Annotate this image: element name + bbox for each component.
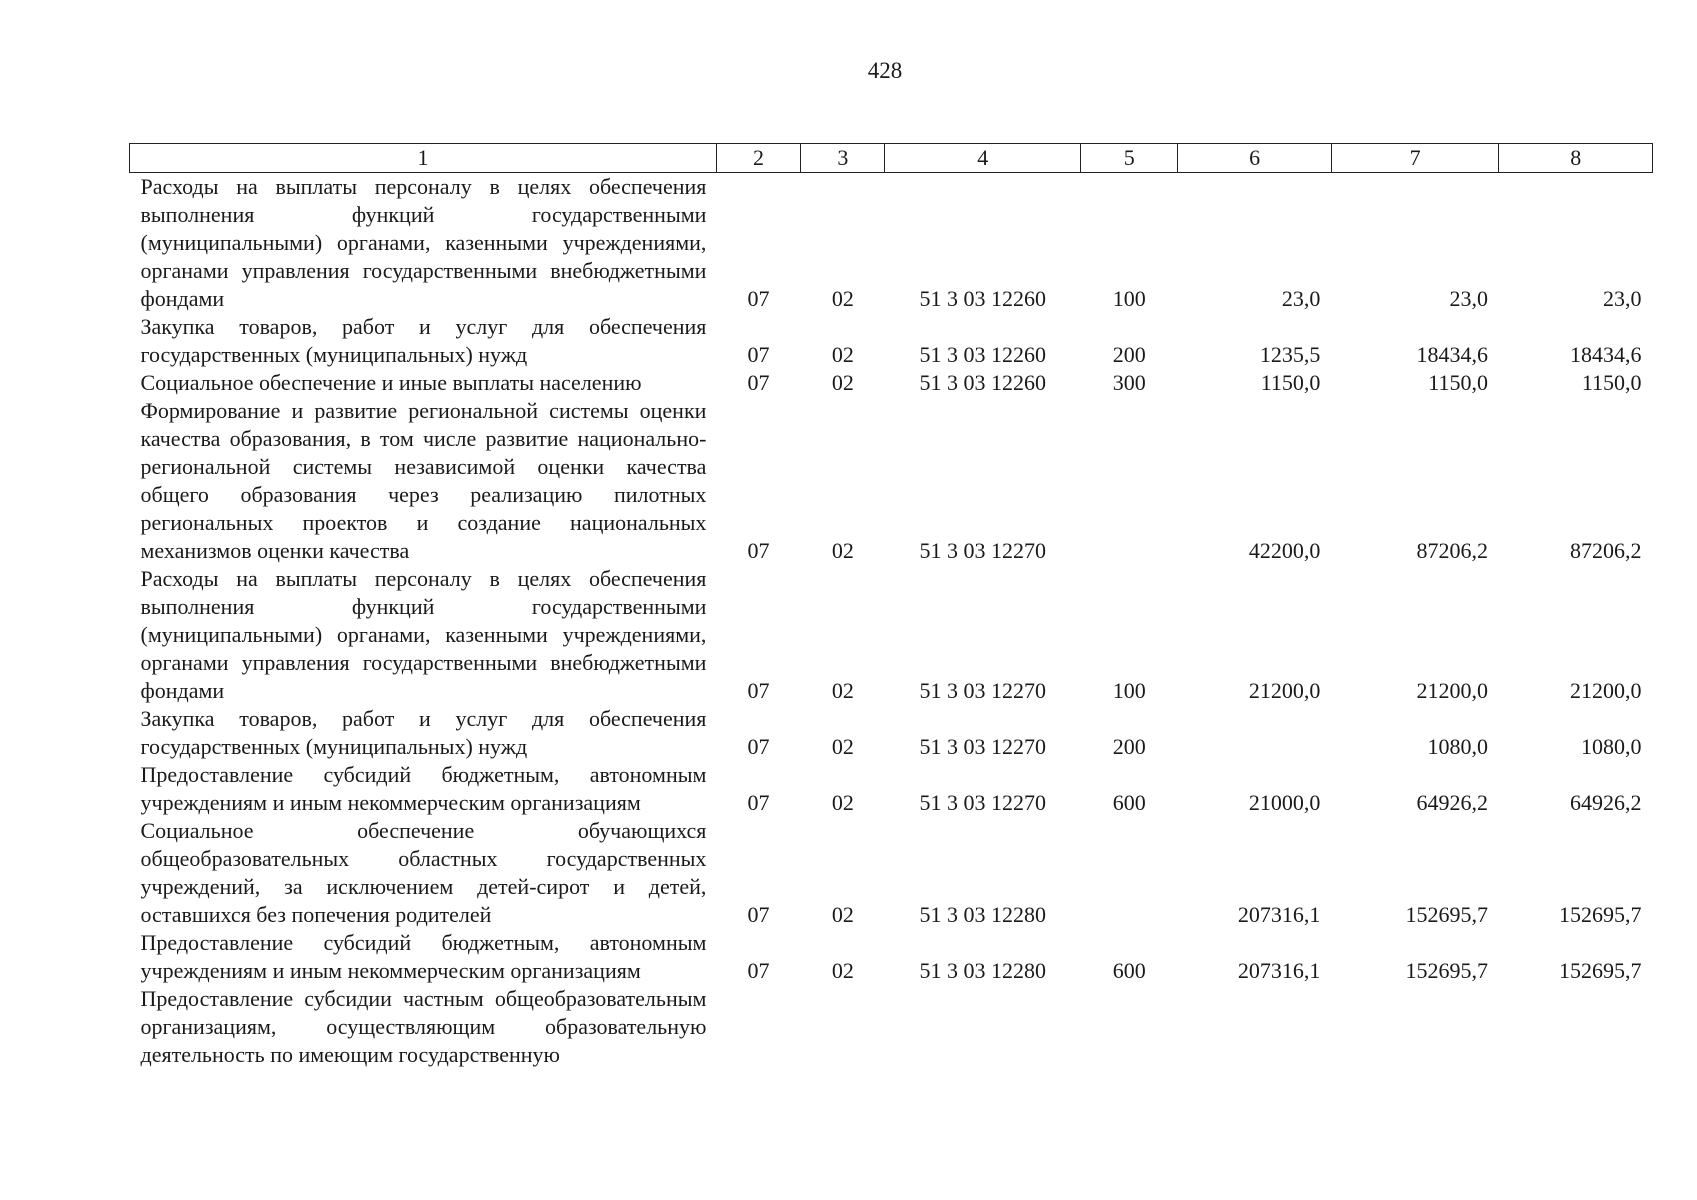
section-code: 07 bbox=[747, 790, 770, 815]
subsection-code bbox=[801, 985, 885, 1069]
table-row bbox=[130, 565, 1653, 705]
amount-col-6: 42200,0 bbox=[1248, 538, 1321, 563]
amount-col-8: 21200,0 bbox=[1570, 678, 1642, 703]
target-article-code: 51 3 03 12270 bbox=[919, 678, 1047, 703]
subsection-code: 02 bbox=[831, 342, 854, 367]
amount-col-6: 23,0 bbox=[1281, 286, 1321, 311]
column-header: 5 bbox=[1081, 144, 1178, 173]
subsection-code: 02 bbox=[831, 902, 854, 927]
expense-type-code: 100 bbox=[1112, 678, 1146, 703]
amount-col-7: 152695,7 bbox=[1405, 902, 1488, 927]
amount-col-8: 152695,7 bbox=[1559, 902, 1642, 927]
table-row bbox=[130, 397, 1653, 565]
amount-col-8: 64926,2 bbox=[1570, 790, 1642, 815]
target-article-code: 51 3 03 12280 bbox=[919, 902, 1047, 927]
column-header: 6 bbox=[1178, 144, 1332, 173]
amount-col-8: 1150,0 bbox=[1581, 370, 1642, 395]
table-row bbox=[130, 369, 1653, 397]
expense-type-code: 300 bbox=[1112, 370, 1146, 395]
row-description: Социальное обеспечение и иные выплаты населению bbox=[140, 370, 642, 395]
row-description: Социальное обеспечение обучающихся общеобразовательных областных государственных учреждений, за исключением детей-сирот и детей, оставшихся без попечения родителей bbox=[140, 818, 707, 927]
target-article-code: 51 3 03 12280 bbox=[919, 958, 1047, 983]
table-header-row bbox=[130, 144, 1653, 173]
page-number: 428 bbox=[867, 58, 903, 83]
table-row bbox=[130, 985, 1653, 1069]
amount-col-6: 1150,0 bbox=[1260, 370, 1321, 395]
section-code: 07 bbox=[747, 370, 770, 395]
subsection-code: 02 bbox=[831, 790, 854, 815]
amount-col-7: 87206,2 bbox=[1416, 538, 1488, 563]
amount-col-8 bbox=[1499, 985, 1653, 1069]
amount-col-8: 23,0 bbox=[1603, 286, 1642, 311]
table-row bbox=[130, 705, 1653, 761]
table-row bbox=[130, 313, 1653, 369]
section-code: 07 bbox=[747, 902, 770, 927]
target-article-code: 51 3 03 12270 bbox=[919, 734, 1047, 759]
target-article-code: 51 3 03 12270 bbox=[919, 790, 1047, 815]
amount-col-7: 1080,0 bbox=[1427, 734, 1488, 759]
expense-type-code: 100 bbox=[1112, 286, 1146, 311]
amount-col-7: 18434,6 bbox=[1416, 342, 1488, 367]
column-header: 7 bbox=[1331, 144, 1499, 173]
section-code: 07 bbox=[747, 286, 770, 311]
subsection-code: 02 bbox=[831, 734, 854, 759]
subsection-code: 02 bbox=[831, 958, 854, 983]
amount-col-7: 23,0 bbox=[1449, 286, 1488, 311]
expense-type-code: 600 bbox=[1112, 790, 1146, 815]
target-article-code bbox=[885, 985, 1081, 1069]
row-description: Закупка товаров, работ и услуг для обеспечения государственных (муниципальных) нужд bbox=[140, 314, 707, 367]
amount-col-6: 21000,0 bbox=[1248, 790, 1321, 815]
amount-col-8: 1080,0 bbox=[1581, 734, 1642, 759]
expense-type-code bbox=[1081, 397, 1178, 565]
section-code: 07 bbox=[747, 538, 770, 563]
target-article-code: 51 3 03 12260 bbox=[919, 342, 1047, 367]
amount-col-8: 152695,7 bbox=[1559, 958, 1642, 983]
section-code: 07 bbox=[747, 342, 770, 367]
expense-type-code: 200 bbox=[1112, 734, 1146, 759]
amount-col-7: 1150,0 bbox=[1428, 370, 1488, 395]
column-header: 1 bbox=[130, 144, 717, 173]
section-code: 07 bbox=[747, 958, 770, 983]
section-code bbox=[716, 985, 800, 1069]
column-header: 8 bbox=[1499, 144, 1653, 173]
target-article-code: 51 3 03 12260 bbox=[919, 286, 1047, 311]
amount-col-6 bbox=[1178, 705, 1332, 761]
amount-col-7: 64926,2 bbox=[1416, 790, 1488, 815]
column-header: 2 bbox=[716, 144, 800, 173]
expense-type-code: 200 bbox=[1112, 342, 1146, 367]
table-row bbox=[130, 761, 1653, 817]
amount-col-7 bbox=[1331, 985, 1499, 1069]
row-description: Расходы на выплаты персоналу в целях обеспечения выполнения функций государственными (муниципальными) органами, казенными учреждениями, органами управления государственными внебюджетными фондами bbox=[140, 566, 707, 703]
column-header: 4 bbox=[885, 144, 1081, 173]
column-header: 3 bbox=[801, 144, 885, 173]
table-row bbox=[130, 929, 1653, 985]
amount-col-7: 152695,7 bbox=[1405, 958, 1488, 983]
subsection-code: 02 bbox=[831, 286, 854, 311]
expense-type-code bbox=[1081, 985, 1178, 1069]
amount-col-8: 18434,6 bbox=[1570, 342, 1642, 367]
row-description: Предоставление субсидий бюджетным, автономным учреждениям и иным некоммерческим организациям bbox=[140, 930, 707, 983]
amount-col-6: 207316,1 bbox=[1237, 958, 1321, 983]
amount-col-6: 21200,0 bbox=[1248, 678, 1321, 703]
row-description: Предоставление субсидий бюджетным, автономным учреждениям и иным некоммерческим организациям bbox=[140, 762, 707, 815]
row-description: Расходы на выплаты персоналу в целях обеспечения выполнения функций государственными (муниципальными) органами, казенными учреждениями, органами управления государственными внебюджетными фондами bbox=[140, 174, 707, 311]
amount-col-6: 1235,5 bbox=[1259, 342, 1321, 367]
target-article-code: 51 3 03 12260 bbox=[919, 370, 1047, 395]
budget-table bbox=[129, 143, 1653, 1069]
subsection-code: 02 bbox=[831, 370, 854, 395]
row-description: Предоставление субсидии частным общеобразовательным организациям, осуществляющим образовательную деятельность по имеющим государственную bbox=[140, 986, 707, 1067]
expense-type-code: 600 bbox=[1112, 958, 1146, 983]
row-description: Закупка товаров, работ и услуг для обеспечения государственных (муниципальных) нужд bbox=[140, 706, 707, 759]
row-description: Формирование и развитие региональной системы оценки качества образования, в том числе развитие национально-региональной системы независимой оценки качества общего образования через реализацию пилотных региональных проектов и создание национальных механизмов оценки качества bbox=[140, 398, 707, 563]
amount-col-8: 87206,2 bbox=[1570, 538, 1642, 563]
section-code: 07 bbox=[747, 734, 770, 759]
amount-col-6 bbox=[1178, 985, 1332, 1069]
table-row bbox=[130, 173, 1653, 314]
target-article-code: 51 3 03 12270 bbox=[919, 538, 1047, 563]
subsection-code: 02 bbox=[831, 538, 854, 563]
amount-col-7: 21200,0 bbox=[1416, 678, 1488, 703]
expense-type-code bbox=[1081, 817, 1178, 929]
section-code: 07 bbox=[747, 678, 770, 703]
subsection-code: 02 bbox=[831, 678, 854, 703]
amount-col-6: 207316,1 bbox=[1237, 902, 1321, 927]
table-row bbox=[130, 817, 1653, 929]
